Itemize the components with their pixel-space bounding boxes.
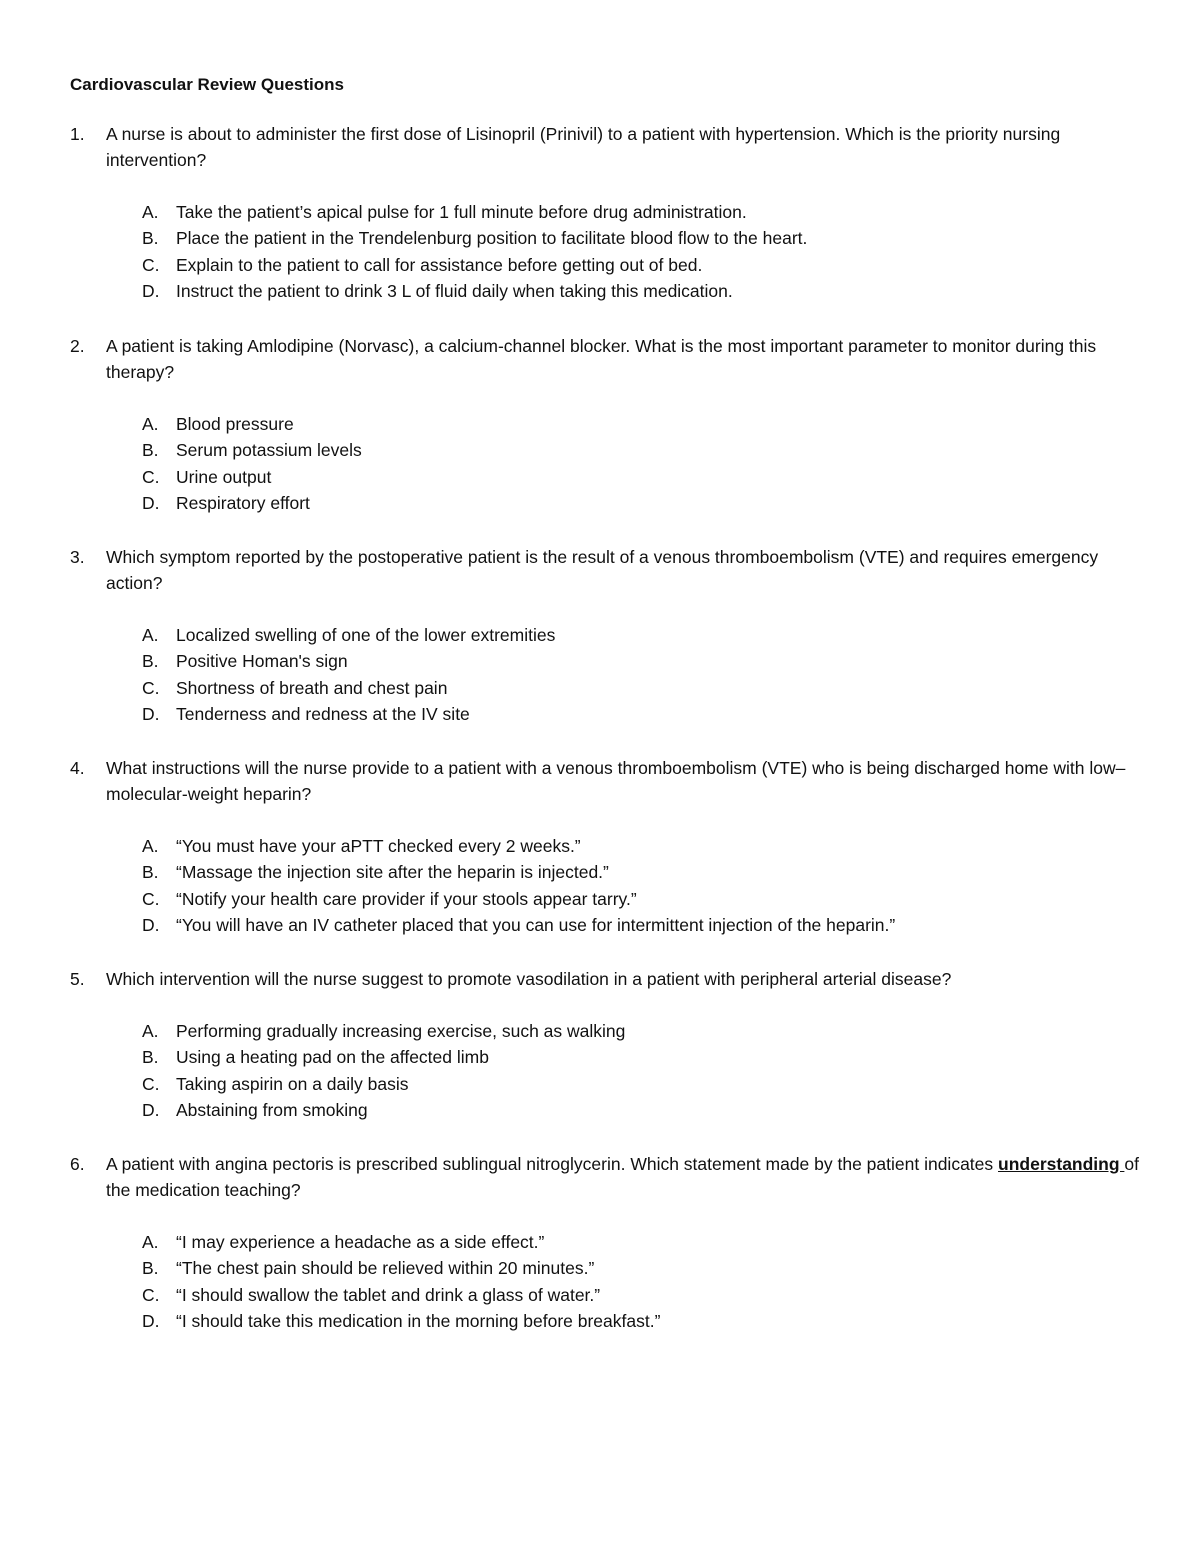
option-text: Performing gradually increasing exercise, such as walking	[176, 1021, 626, 1041]
question-text: What instructions will the nurse provide to a patient with a venous thromboembolism (VTE) who is being discharged home with low–molecular-weight heparin?	[106, 758, 1126, 804]
option-text: “I may experience a headache as a side effect.”	[176, 1232, 545, 1252]
option-letter: C.	[142, 466, 160, 487]
option-text: Respiratory effort	[176, 492, 310, 513]
question-stem	[70, 333, 1140, 385]
option-letter: A.	[142, 202, 159, 222]
option-text: Localized swelling of one of the lower extremities	[176, 625, 556, 645]
option-d	[142, 912, 1140, 938]
answer-options	[70, 1018, 1140, 1123]
question-5	[70, 966, 1140, 1123]
option-b	[142, 1255, 1140, 1281]
question-number: 1.	[70, 124, 85, 144]
option-text: Taking aspirin on a daily basis	[176, 1073, 409, 1094]
option-text: Place the patient in the Trendelenburg position to facilitate blood flow to the heart.	[176, 228, 808, 249]
question-text	[106, 1154, 1139, 1200]
option-text: “The chest pain should be relieved within 20 minutes.”	[176, 1258, 595, 1279]
option-text: Take the patient’s apical pulse for 1 full minute before drug administration.	[176, 202, 747, 222]
option-a	[142, 199, 1140, 225]
option-letter: B.	[142, 228, 159, 249]
option-text: “I should swallow the tablet and drink a glass of water.”	[176, 1284, 601, 1305]
option-text: “Massage the injection site after the heparin is injected.”	[176, 862, 609, 883]
question-stem	[70, 544, 1140, 596]
option-letter: D.	[142, 1099, 160, 1120]
question-stem	[70, 121, 1140, 173]
option-text: “I should take this medication in the morning before breakfast.”	[176, 1310, 661, 1331]
question-number: 4.	[70, 758, 85, 778]
option-a	[142, 833, 1140, 859]
option-letter: A.	[142, 414, 159, 434]
question-number: 2.	[70, 336, 85, 356]
option-d	[142, 1308, 1140, 1334]
answer-options	[70, 411, 1140, 516]
question-text-emphasis: understanding	[998, 1154, 1125, 1174]
option-c	[142, 1071, 1140, 1097]
option-a	[142, 411, 1140, 437]
option-c	[142, 252, 1140, 278]
document-title: Cardiovascular Review Questions	[70, 75, 344, 94]
option-letter: A.	[142, 1021, 159, 1041]
option-c	[142, 464, 1140, 490]
question-number: 6.	[70, 1154, 85, 1174]
option-c	[142, 886, 1140, 912]
option-text: Positive Homan's sign	[176, 651, 348, 672]
option-letter: A.	[142, 836, 159, 856]
question-2	[70, 333, 1140, 516]
option-d	[142, 490, 1140, 516]
answer-options	[70, 622, 1140, 727]
option-text: Using a heating pad on the affected limb	[176, 1047, 489, 1068]
question-stem	[70, 1151, 1140, 1203]
option-text: Serum potassium levels	[176, 440, 362, 461]
question-number: 5.	[70, 969, 85, 989]
option-b	[142, 1044, 1140, 1070]
question-stem	[70, 966, 1140, 992]
option-letter: D.	[142, 280, 160, 301]
option-a	[142, 1229, 1140, 1255]
option-letter: C.	[142, 254, 160, 275]
option-letter: A.	[142, 1232, 159, 1252]
question-stem	[70, 755, 1140, 807]
question-text: Which symptom reported by the postoperative patient is the result of a venous thromboembolism (VTE) and requires emergency action?	[106, 547, 1099, 593]
option-letter: B.	[142, 1047, 159, 1068]
option-letter: B.	[142, 440, 159, 461]
option-c	[142, 1282, 1140, 1308]
option-text: Explain to the patient to call for assistance before getting out of bed.	[176, 254, 703, 275]
option-a	[142, 622, 1140, 648]
option-b	[142, 437, 1140, 463]
question-text-before: A patient with angina pectoris is prescribed sublingual nitroglycerin. Which statement made by the patient indicates	[106, 1154, 999, 1174]
option-a	[142, 1018, 1140, 1044]
option-letter: C.	[142, 1284, 160, 1305]
option-d	[142, 278, 1140, 304]
option-text: “You must have your aPTT checked every 2 weeks.”	[176, 836, 581, 856]
option-text: Instruct the patient to drink 3 L of fluid daily when taking this medication.	[176, 280, 733, 301]
question-6	[70, 1151, 1140, 1334]
question-4	[70, 755, 1140, 938]
option-letter: C.	[142, 888, 160, 909]
question-3	[70, 544, 1140, 727]
option-letter: B.	[142, 862, 159, 883]
question-text: A nurse is about to administer the first dose of Lisinopril (Prinivil) to a patient with hypertension. Which is the priority nursing intervention?	[106, 124, 1061, 170]
option-text: Abstaining from smoking	[176, 1099, 368, 1120]
question-text: A patient is taking Amlodipine (Norvasc), a calcium-channel blocker. What is the most important parameter to monitor during this therapy?	[106, 336, 1097, 382]
question-text: Which intervention will the nurse suggest to promote vasodilation in a patient with peripheral arterial disease?	[106, 969, 952, 989]
question-1	[70, 121, 1140, 304]
answer-options	[70, 1229, 1140, 1334]
option-d	[142, 701, 1140, 727]
question-number: 3.	[70, 547, 85, 567]
option-c	[142, 675, 1140, 701]
option-letter: D.	[142, 492, 160, 513]
option-text: Blood pressure	[176, 414, 294, 434]
option-letter: C.	[142, 1073, 160, 1094]
answer-options	[70, 833, 1140, 938]
option-b	[142, 648, 1140, 674]
option-letter: D.	[142, 1310, 160, 1331]
option-letter: D.	[142, 914, 160, 935]
option-letter: C.	[142, 677, 160, 698]
option-letter: B.	[142, 651, 159, 672]
answer-options	[70, 199, 1140, 304]
option-b	[142, 225, 1140, 251]
option-d	[142, 1097, 1140, 1123]
option-letter: A.	[142, 625, 159, 645]
option-letter: B.	[142, 1258, 159, 1279]
option-letter: D.	[142, 703, 160, 724]
option-text: Shortness of breath and chest pain	[176, 677, 448, 698]
option-text: Urine output	[176, 466, 272, 487]
option-text: “You will have an IV catheter placed that you can use for intermittent injection of the heparin.”	[176, 914, 896, 935]
option-text: “Notify your health care provider if your stools appear tarry.”	[176, 888, 637, 909]
option-text: Tenderness and redness at the IV site	[176, 703, 470, 724]
option-b	[142, 859, 1140, 885]
question-text-after: of the medication teaching?	[106, 1154, 1140, 1200]
